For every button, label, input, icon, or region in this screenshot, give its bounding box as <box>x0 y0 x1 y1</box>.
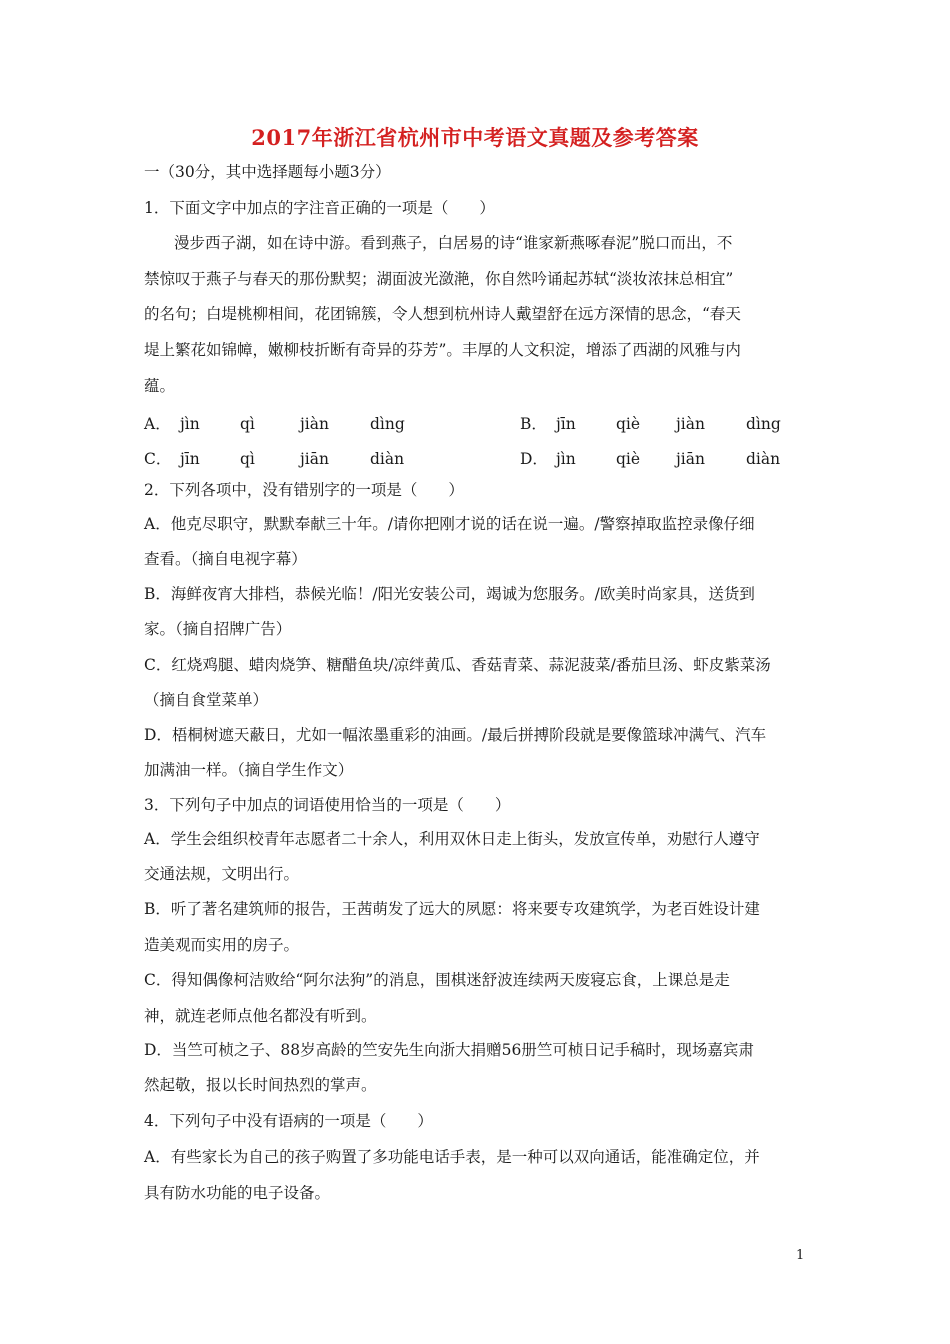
question-4-line: 具有防水功能的电子设备。 <box>144 1184 331 1202</box>
passage-line: 堤上繁花如锦幛，嫩柳枝折断有奇异的芬芳”。丰厚的人文积淀，增添了西湖的风雅与内 <box>144 341 741 359</box>
passage-line: 的名句；白堤桃柳相间，花团锦簇，令人想到杭州诗人戴望舒在远方深情的思念，“春天 <box>144 305 741 323</box>
option-letter: D． <box>520 450 548 468</box>
question-2-line: C．红烧鸡腿、蜡肉烧笋、糖醋鱼块/凉绊黄瓜、香菇青菜、蒜泥菠菜/番茄旦汤、虾皮紫菜汤 <box>144 656 771 674</box>
pinyin: qiè <box>616 415 641 433</box>
document-title: 2017年浙江省杭州市中考语文真题及参考答案 <box>251 125 699 150</box>
pinyin: jiàn <box>300 415 329 433</box>
question-2-line: 家。（摘自招牌广告） <box>144 620 292 638</box>
question-3-line: 然起敬，报以长时间热烈的掌声。 <box>144 1076 377 1094</box>
question-2-line: D．梧桐树遮天蔽日，尤如一幅浓墨重彩的油画。/最后拼搏阶段就是要像篮球冲满气、汽车 <box>144 726 767 744</box>
question-2-line: B．海鲜夜宵大排档，恭候光临！/阳光安装公司，竭诚为您服务。/欧美时尚家具，送货到 <box>144 585 755 603</box>
pinyin: qì <box>240 415 255 433</box>
question-3-line: 交通法规，文明出行。 <box>144 865 300 883</box>
section-heading: 一（30分，其中选择题每小题3分） <box>144 163 391 181</box>
option-d <box>520 449 806 469</box>
passage-line: 漫步西子湖，如在诗中游。看到燕子，白居易的诗“谁家新燕啄春泥”脱口而出，不 <box>174 234 733 252</box>
pinyin: jìn <box>180 415 200 433</box>
option-b <box>520 414 806 434</box>
question-4-line: A．有些家长为自己的孩子购置了多功能电话手表，是一种可以双向通话，能准确定位，并 <box>144 1148 760 1166</box>
question-4-stem: 4．下列句子中没有语病的一项是（ ） <box>144 1112 433 1130</box>
pinyin: qì <box>240 450 255 468</box>
question-3-stem: 3．下列句子中加点的词语使用恰当的一项是（ ） <box>144 796 511 814</box>
pinyin: jiàn <box>676 415 705 433</box>
question-2-line: （摘自食堂菜单） <box>144 691 269 709</box>
question-2-line: 加满油一样。（摘自学生作文） <box>144 761 354 779</box>
option-c <box>144 449 430 469</box>
question-3-line: 造美观而实用的房子。 <box>144 936 300 954</box>
question-1-stem: 1．下面文字中加点的字注音正确的一项是（ ） <box>144 199 495 217</box>
question-3-line: D．当竺可桢之子、88岁高龄的竺安先生向浙大捐赠56册竺可桢日记手稿时，现场嘉宾肃 <box>144 1041 754 1059</box>
pinyin: diàn <box>746 450 781 468</box>
question-2-stem: 2．下列各项中，没有错别字的一项是（ ） <box>144 481 464 499</box>
option-letter: B． <box>520 415 547 433</box>
pinyin: jiān <box>300 450 329 468</box>
passage-line: 蕴。 <box>144 377 176 395</box>
pinyin: diàn <box>370 450 405 468</box>
question-2-line: 查看。（摘自电视字幕） <box>144 550 307 568</box>
option-a <box>144 414 430 434</box>
option-letter: A． <box>144 415 171 433</box>
pinyin: jīn <box>556 415 576 433</box>
question-3-line: C．得知偶像柯洁败给“阿尔法狗”的消息，围棋迷舒波连续两天废寝忘食，上课总是走 <box>144 971 730 989</box>
question-3-line: A．学生会组织校青年志愿者二十余人，利用双休日走上街头，发放宣传单，劝慰行人遵守 <box>144 830 760 848</box>
page-number: 1 <box>796 1248 805 1263</box>
pinyin: dìng <box>370 415 405 433</box>
question-3-line: B．听了著名建筑师的报告，王茜萌发了远大的夙愿：将来要专攻建筑学，为老百姓设计建 <box>144 900 760 918</box>
question-3-line: 神，就连老师点他名都没有听到。 <box>144 1007 377 1025</box>
pinyin: jìn <box>556 450 576 468</box>
passage-line: 禁惊叹于燕子与春天的那份默契；湖面波光潋滟，你自然吟诵起苏轼“淡妆浓抹总相宜” <box>144 270 734 288</box>
option-letter: C． <box>144 450 172 468</box>
pinyin: jiān <box>676 450 705 468</box>
pinyin: dìng <box>746 415 781 433</box>
question-2-line: A．他克尽职守，默默奉献三十年。/请你把刚才说的话在说一遍。/警察掉取监控录像仔细 <box>144 515 755 533</box>
pinyin: jīn <box>180 450 200 468</box>
pinyin: qiè <box>616 450 641 468</box>
